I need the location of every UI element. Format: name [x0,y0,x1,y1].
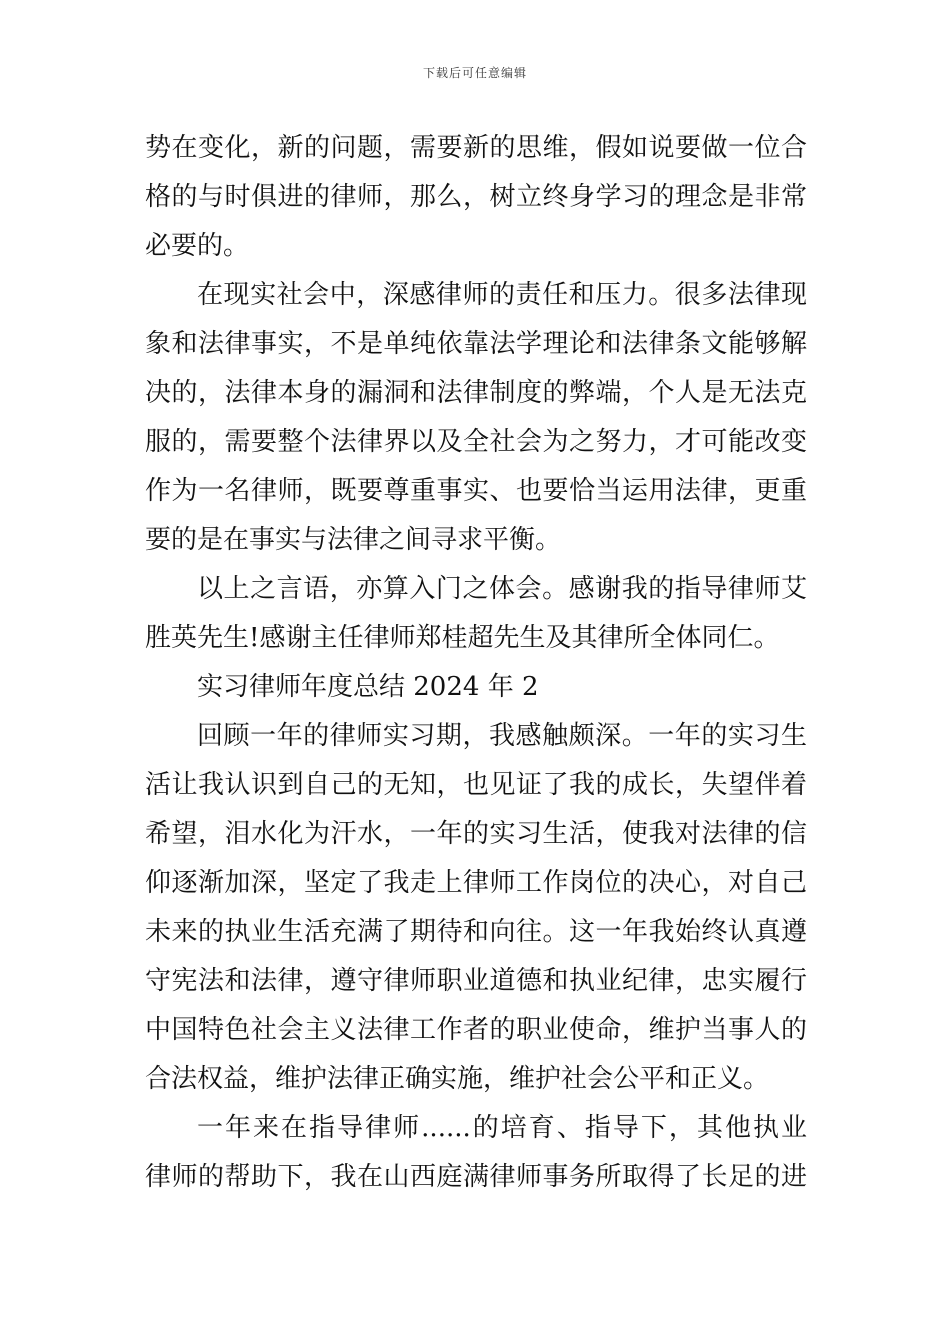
text-line: 合法权益，维护法律正确实施，维护社会公平和正义。 [145,1064,770,1094]
text-line: 未来的执业生活充满了期待和向往。这一年我始终认真遵 [145,917,807,947]
text-line: 象和法律事实，不是单纯依靠法学理论和法律条文能够解 [145,329,807,359]
text-line: 决的，法律本身的漏洞和法律制度的弊端，个人是无法克 [145,378,807,408]
section-heading: 实习律师年度总结 2024 年 2 [197,672,539,702]
text-line: 势在变化，新的问题，需要新的思维，假如说要做一位合 [145,133,807,163]
text-line: 一年来在指导律师......的培育、指导下，其他执业 [197,1113,807,1143]
text-line: 活让我认识到自己的无知，也见证了我的成长，失望伴着 [145,770,807,800]
text-line: 回顾一年的律师实习期，我感触颇深。一年的实习生 [197,721,807,751]
text-line: 希望，泪水化为汗水，一年的实习生活，使我对法律的信 [145,819,807,849]
text-line: 中国特色社会主义法律工作者的职业使命，维护当事人的 [145,1015,807,1045]
document-body [145,124,807,1202]
text-line: 以上之言语，亦算入门之体会。感谢我的指导律师艾 [197,574,807,604]
text-line: 仰逐渐加深，坚定了我走上律师工作岗位的决心，对自己 [145,868,807,898]
text-line: 胜英先生!感谢主任律师郑桂超先生及其律所全体同仁。 [145,623,780,653]
text-line: 在现实社会中，深感律师的责任和压力。很多法律现 [197,280,807,310]
text-line: 格的与时俱进的律师，那么，树立终身学习的理念是非常 [145,182,807,212]
text-line: 律师的帮助下，我在山西庭满律师事务所取得了长足的进 [145,1162,807,1192]
text-line: 服的，需要整个法律界以及全社会为之努力，才可能改变 [145,427,807,457]
text-line: 必要的。 [145,231,250,261]
text-line: 守宪法和法律，遵守律师职业道德和执业纪律，忠实履行 [145,966,807,996]
text-line: 要的是在事实与法律之间寻求平衡。 [145,525,562,555]
text-line: 作为一名律师，既要尊重事实、也要恰当运用法律，更重 [145,476,807,506]
page-header: 下载后可任意编辑 [422,66,527,80]
